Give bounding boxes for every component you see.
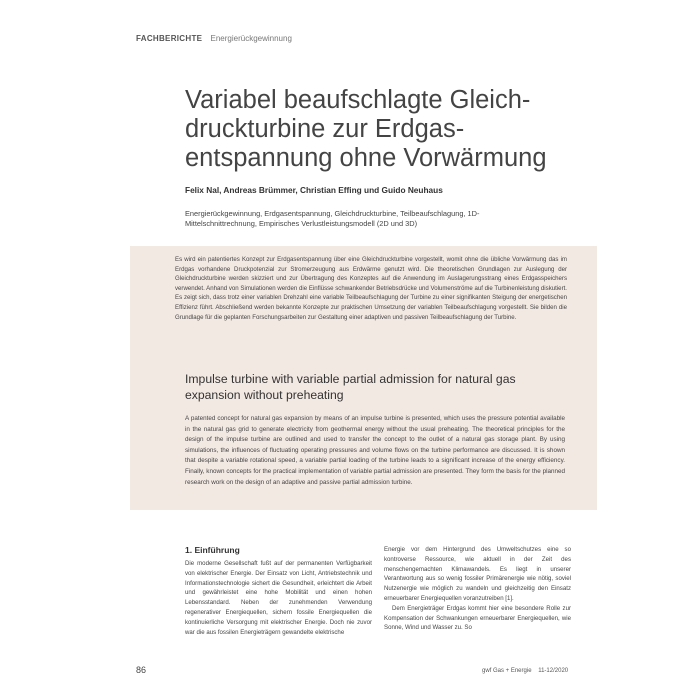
abstract-english: A patented concept for natural gas expansion by means of an impulse turbine is presented, which uses the pressure potential available in the natural gas grid to generate electricity from geothermal energy without the usual preheating. The theoretical principles for the design of the impulse turbine are outlined and used to transfer the concept to the outlet of a natural gas storage plant. By using simulations, the influences of fluctuating operating pressures and volume flows on the turbine performance are discussed. It is shown that despite a variable rotational speed, a variable partial loading of the turbine leads to a significant increase of the energy efficiency. Finally, known concepts for the practical implementation of variable partial admission are presented. They form the basis for the planned research work on the design of an adaptive and passive partial admission turbine. [185, 415, 565, 486]
english-title: Impulse turbine with variable partial admission for natural gas expansion without preheating [185, 372, 516, 402]
keywords: Energierückgewinnung, Erdgasentspannung, Gleichdruckturbine, Teilbeaufschlagung, 1D-Mittelschnittrechnung, Empirisches Verlustleistungsmodell (2D und 3D) [185, 209, 480, 229]
journal-footer [482, 668, 568, 674]
journal-name: gwf Gas + Energie [482, 668, 532, 674]
section-heading: 1. Einführung [185, 545, 240, 555]
author-list: Felix Nal, Andreas Brümmer, Christian Effing und Guido Neuhaus [185, 185, 443, 195]
body-paragraph: Die moderne Gesellschaft fußt auf der permanenten Verfügbarkeit von elektrischer Energie. Der Einsatz von Licht, Antriebstechnik und Informationstechnologie sichert die Gesundheit, erleichtert die Arbeit und gewährleistet eine hohe Mobilität und einen hohen Lebensstandard. Neben der zunehmenden Verwendung regenerativer Energiequellen, sichern fossile Energiequellen die kontinuierliche Versorgung mit elektrischer Energie. Doch nie zuvor war die aus fossilen Energieträgern gewandelte elektrische [185, 560, 372, 636]
page-number: 86 [136, 665, 147, 675]
body-column-2 [384, 545, 571, 633]
body-paragraph: Energie vor dem Hintergrund des Umweltschutzes eine so kontroverse Ressource, wie aktuell in der Zeit des menschengemachten Klimawandels. Es liegt in unserer Verantwortung aus so wenig fossiler Primärenergie wie nötig, soviel Nutzenergie wie möglich zu wandeln und gleichzeitig den Einsatz erneuerbarer Energiequellen voranzutreiben [1]. [384, 546, 571, 602]
journal-issue: 11-12/2020 [538, 668, 569, 674]
body-paragraph: Dem Energieträger Erdgas kommt hier eine besondere Rolle zur Kompensation der Schwankungen erneuerbarer Energiequellen, wie Sonne, Wind und Wasser zu. So [384, 604, 571, 632]
title-line: Variabel beaufschlagte Gleich- [185, 86, 531, 114]
abstract-german: Es wird ein patentiertes Konzept zur Erdgasentspannung über eine Gleichdruckturbine vorgestellt, womit ohne die übliche Vorwärmung das im Erdgas vorhandene Druckpotenzial zur Stromerzeugung aus Erdwärme genutzt wird. Die theoretischen Grundlagen zur Auslegung der Gleichdruckturbine werden skizziert und zur Übertragung des Konzeptes auf die Anwendung im Auslagerungsstrang eines Erdgasspeichers verwendet. Anhand von Simulationen werden die Einflüsse schwankender Betriebsdrücke und Volumenströme auf die Turbinenleistung diskutiert. Es zeigt sich, dass trotz einer variablen Drehzahl eine variable Teilbeaufschlagung der Turbine zu einer signifikanten Steigung der energetischen Effizienz führt. Abschließend werden bekannte Konzepte zur praktischen Umsetzung der variablen Teilbeaufschlagung vorgestellt. Sie bilden die Grundlage für die geplanten Forschungsarbeiten zur Gestaltung einer adaptiven und passiven Teilbeaufschlagung der Turbine. [175, 256, 567, 321]
title-line: entspannung ohne Vorwärmung [185, 144, 547, 172]
article-title [185, 86, 605, 173]
page-header [136, 34, 292, 43]
subsection-label: Energierückgewinnung [210, 34, 292, 43]
section-label: FACHBERICHTE [136, 34, 203, 43]
title-line: druckturbine zur Erdgas- [185, 115, 465, 143]
body-column-1 [185, 545, 372, 637]
